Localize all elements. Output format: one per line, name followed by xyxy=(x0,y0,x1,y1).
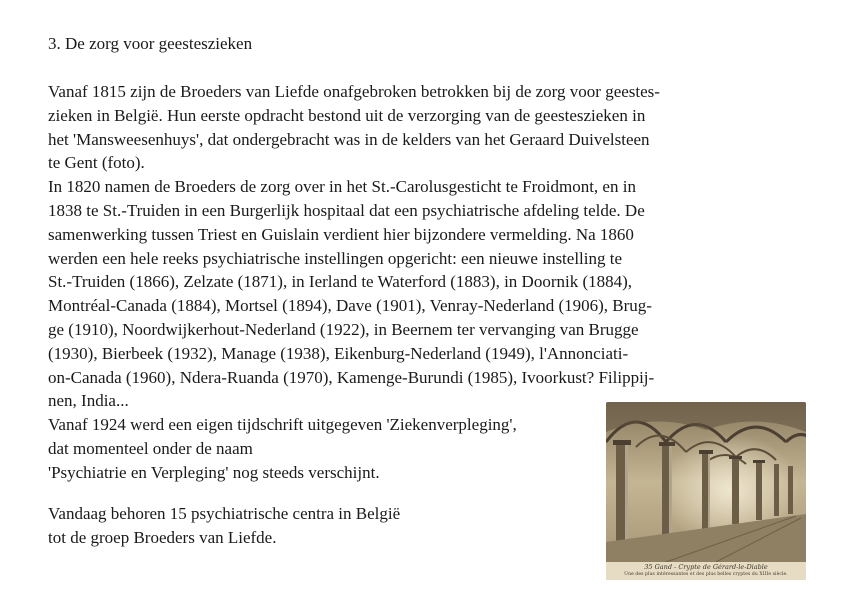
body-paragraph xyxy=(48,80,660,485)
text-line: ge (1910), Noordwijkerhout-Nederland (1922), in Beernem ter vervanging van Brugge xyxy=(48,319,639,339)
photo-caption-title: 35 Gand - Crypte de Gérard-le-Diable xyxy=(644,563,768,571)
text-line: nen, India... xyxy=(48,391,129,411)
text-line: samenwerking tussen Triest en Guislain verdient hier bijzondere vermelding. Na 1860 xyxy=(48,224,634,244)
text-line: zieken in België. Hun eerste opdracht bestond uit de verzorging van de geesteszieken in xyxy=(48,105,646,125)
text-line: on-Canada (1960), Ndera-Ruanda (1970), Kamenge-Burundi (1985), Ivoorkust? Filippij- xyxy=(48,367,655,387)
photo-caption xyxy=(606,562,806,580)
photo-caption-subtitle: Une des plus intéressantes et des plus belles cryptes du XIIIe siècle. xyxy=(624,572,788,577)
text-line: Vanaf 1815 zijn de Broeders van Liefde onafgebroken betrokken bij de zorg voor geestes- xyxy=(48,82,660,101)
text-line: 1838 te St.-Truiden in een Burgerlijk hospitaal dat een psychiatrische afdeling telde. De xyxy=(48,200,645,220)
section-heading: 3. De zorg voor geesteszieken xyxy=(48,34,253,53)
text-line: St.-Truiden (1866), Zelzate (1871), in Ierland te Waterford (1883), in Doornik (1884), xyxy=(48,272,633,292)
text-line: 'Psychiatrie en Verpleging' nog steeds verschijnt. xyxy=(48,462,380,482)
crypt-illustration xyxy=(606,402,806,562)
text-line: dat momenteel onder de naam xyxy=(48,438,253,458)
text-line: (1930), Bierbeek (1932), Manage (1938), Eikenburg-Nederland (1949), l'Annonciati- xyxy=(48,343,629,363)
closing-paragraph xyxy=(48,502,400,550)
text-line: Vanaf 1924 werd een eigen tijdschrift uitgegeven 'Ziekenverpleging', xyxy=(48,415,517,435)
text-line: Vandaag behoren 15 psychiatrische centra in België xyxy=(48,504,401,523)
text-line: tot de groep Broeders van Liefde. xyxy=(48,527,277,547)
text-line: In 1820 namen de Broeders de zorg over in het St.-Carolusgesticht te Froidmont, en in xyxy=(48,177,636,197)
text-line: het 'Mansweesenhuys', dat ondergebracht was in de kelders van het Geraard Duivelsteen xyxy=(48,129,650,149)
text-line: te Gent (foto). xyxy=(48,153,145,173)
text-line: werden een hele reeks psychiatrische instellingen opgericht: een nieuwe instelling te xyxy=(48,248,623,268)
text-line: Montréal-Canada (1884), Mortsel (1894), Dave (1901), Venray-Nederland (1906), Brug- xyxy=(48,296,652,316)
crypt-photo xyxy=(606,402,806,580)
